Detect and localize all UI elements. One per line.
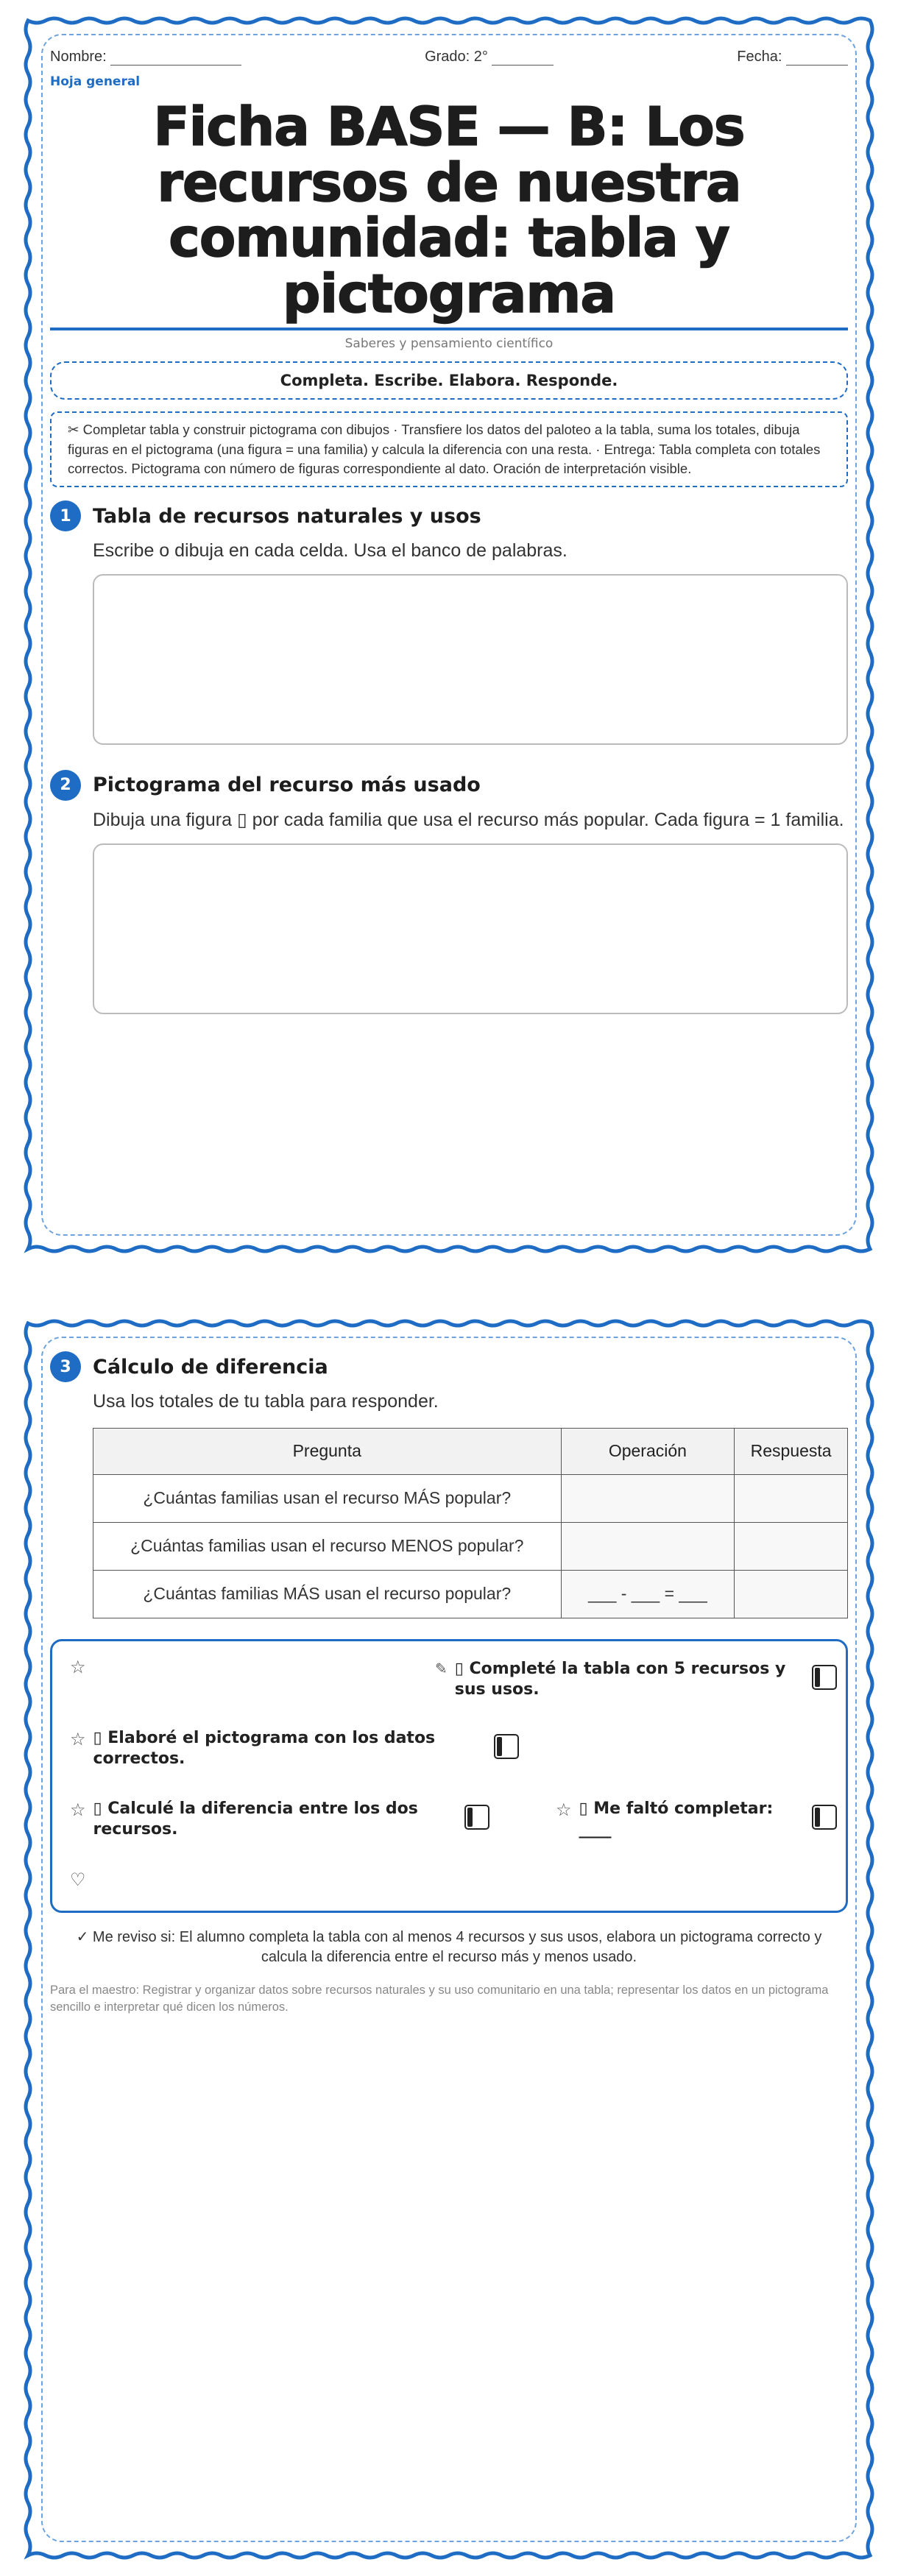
student-header: [50, 49, 848, 66]
grade-label: Grado: 2°: [425, 49, 488, 65]
grade-field[interactable]: [425, 49, 554, 66]
question-cell: ¿Cuántas familias MÁS usan el recurso popular?: [93, 1570, 562, 1618]
self-assessment-checklist: [50, 1639, 848, 1913]
learning-goal-box: ✂ Completar tabla y construir pictograma con dibujos · Transfiere los datos del paloteo a la tabla, suma los totales, dibuja figuras en el pictograma (una figura = una familia) y calcula la diferencia con una resta. · Entrega: Tabla completa con totales correctos. Pictograma con número de figuras correspondiente al dato. Oración de interpretación visible.: [50, 411, 848, 487]
checklist-item-label: ▯ Me faltó completar: ____: [579, 1799, 774, 1839]
difference-table: [93, 1428, 848, 1618]
section-1: [50, 500, 848, 745]
section-number-badge: 3: [50, 1351, 81, 1382]
checklist-item-label: ▯ Completé la tabla con 5 recursos y sus usos.: [454, 1659, 786, 1699]
table-row: [93, 1522, 848, 1570]
worksheet-page-1: [22, 15, 876, 1255]
checklist-item-label: ▯ Calculé la diferencia entre los dos recursos.: [93, 1799, 418, 1839]
name-line[interactable]: [110, 52, 241, 66]
checklist-checkbox-4[interactable]: [812, 1805, 837, 1830]
title-underline: [50, 328, 848, 330]
checklist-item-4: [556, 1799, 799, 1841]
question-cell: ¿Cuántas familias usan el recurso MÁS popular?: [93, 1474, 562, 1522]
section-title: Cálculo de diferencia: [93, 1355, 328, 1379]
section-title: Pictograma del recurso más usado: [93, 774, 481, 797]
operation-cell[interactable]: ___ - ___ = ___: [561, 1570, 735, 1618]
date-line[interactable]: [786, 52, 848, 66]
section-instructions: Dibuja una figura ▯ por cada familia que usa el recurso más popular. Cada figura = 1 familia.: [93, 809, 844, 830]
answer-cell[interactable]: [735, 1522, 848, 1570]
star-icon: ☆: [556, 1799, 572, 1820]
teacher-note: Para el maestro: Registrar y organizar datos sobre recursos naturales y su uso comunitario en una tabla; representar los datos en un pictograma sencillo e interpretar qué dicen los números.: [50, 1983, 829, 2014]
instructions-banner: Completa. Escribe. Elabora. Responde.: [50, 361, 848, 400]
question-cell: ¿Cuántas familias usan el recurso MENOS popular?: [93, 1522, 562, 1570]
date-label: Fecha:: [737, 49, 782, 65]
checklist-item-label: ▯ Elaboré el pictograma con los datos correctos.: [93, 1728, 436, 1769]
checklist-checkbox-3[interactable]: [464, 1805, 489, 1830]
star-icon: ☆: [70, 1799, 86, 1820]
operation-cell[interactable]: [561, 1522, 735, 1570]
section-3: [50, 1351, 848, 1618]
section-instructions: Escribe o dibuja en cada celda. Usa el banco de palabras.: [93, 540, 568, 562]
column-header: Operación: [561, 1428, 735, 1474]
table-header-row: [93, 1428, 848, 1474]
name-label: Nombre:: [50, 49, 107, 65]
star-icon: ☆: [70, 1728, 86, 1749]
checklist-item-1: [435, 1659, 796, 1701]
section-instructions: Usa los totales de tu tabla para responder.: [93, 1391, 439, 1412]
section-2: [50, 770, 848, 1014]
answer-cell[interactable]: [735, 1474, 848, 1522]
column-header: Pregunta: [93, 1428, 562, 1474]
column-header: Respuesta: [735, 1428, 848, 1474]
checklist-checkbox-1[interactable]: [812, 1665, 837, 1690]
table-row: [93, 1474, 848, 1522]
section-number-badge: 1: [50, 500, 81, 531]
checklist-item-3: [70, 1799, 467, 1841]
date-field[interactable]: [737, 49, 848, 66]
sheet-tag: Hoja general: [50, 74, 141, 89]
table-row: [93, 1570, 848, 1618]
operation-cell[interactable]: [561, 1474, 735, 1522]
resource-table-answer-area[interactable]: [93, 574, 848, 745]
pencil-icon: ✎: [435, 1659, 448, 1677]
page-1-content: [50, 49, 848, 1014]
section-title: Tabla de recursos naturales y usos: [93, 504, 481, 528]
name-field[interactable]: [50, 49, 241, 66]
page-title: Ficha BASE — B: Los recursos de nuestra comunidad: tabla y pictograma: [153, 96, 745, 325]
star-icon: ☆: [70, 1656, 86, 1677]
grade-line[interactable]: [492, 52, 554, 66]
heart-icon: ♡: [70, 1869, 86, 1890]
pictogram-drawing-area[interactable]: [93, 843, 848, 1014]
section-number-badge: 2: [50, 770, 81, 801]
checklist-item-2: [70, 1728, 482, 1770]
subject-label: Saberes y pensamiento científico: [344, 336, 554, 352]
worksheet-page-2: [22, 1317, 876, 2561]
page-2-content: [50, 1347, 848, 2016]
checklist-checkbox-2[interactable]: [494, 1734, 519, 1759]
answer-cell[interactable]: [735, 1570, 848, 1618]
self-check-criteria: ✓ Me reviso si: El alumno completa la tabla con al menos 4 recursos y sus usos, elabora un pictograma correcto y calcula la diferencia entre el recurso más y menos usado.: [76, 1928, 822, 1965]
